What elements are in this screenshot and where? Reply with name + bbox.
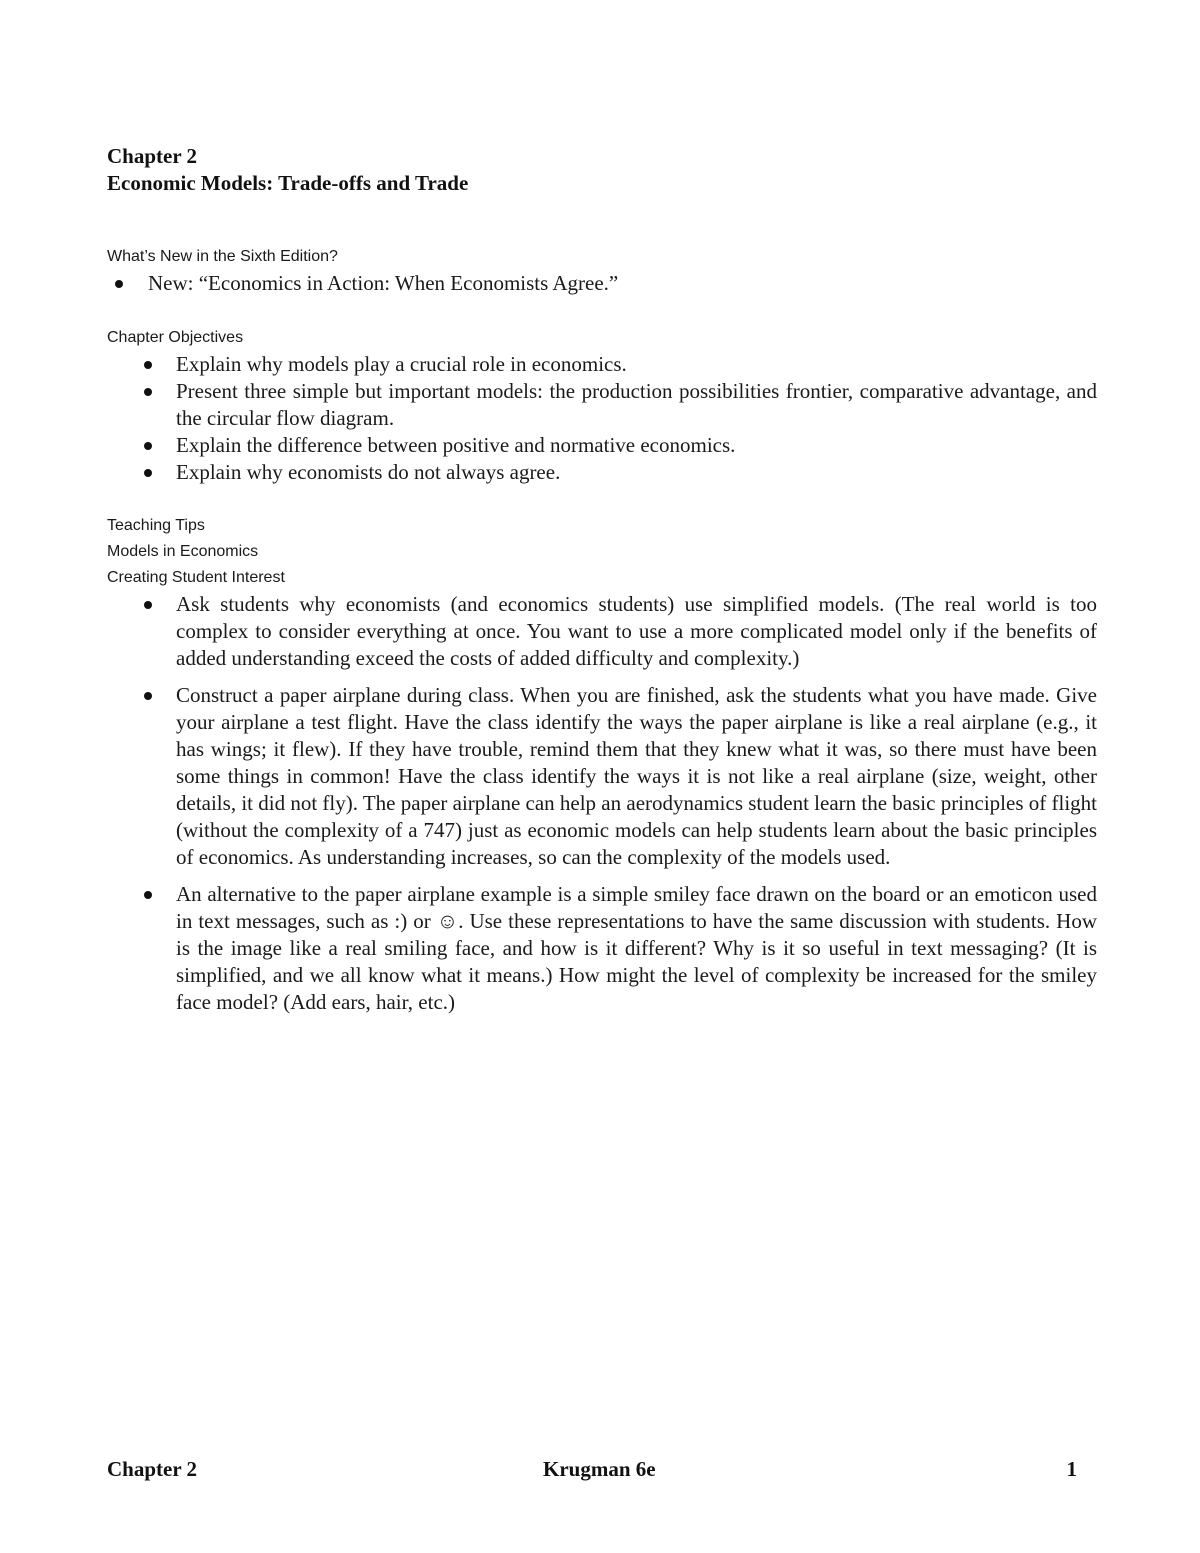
footer-book: Krugman 6e bbox=[543, 1457, 656, 1481]
list-item-text: Ask students why economists (and economics students) use simplified models. (The real world is too complex to consider everything at once. You want to use a more complicated model only if the benefits of added understanding exceed the costs of added difficulty and complexity.) bbox=[176, 592, 1097, 670]
list-item bbox=[107, 432, 1097, 459]
chapter-title: Chapter 2 bbox=[107, 144, 198, 168]
objectives-section bbox=[107, 325, 1097, 486]
list-item-text: Construct a paper airplane during class. When you are finished, ask the students what you have made. Give your airplane a test flight. Have the class identify the ways the paper airplane is like a real airplane (e.g., it has wings; it flew). If they have trouble, remind them that they knew what it was, so there must have been some things in common! Have the class identify the ways it is not like a real airplane (size, weight, other details, it did not fly). The paper airplane can help an aerodynamics student learn the basic principles of flight (without the complexity of a 747) just as economic models can help students learn about the basic principles of economics. As understanding increases, so can the complexity of the models used. bbox=[176, 683, 1097, 869]
list-item bbox=[107, 591, 1097, 672]
bullet-icon bbox=[144, 469, 152, 477]
objectives-list bbox=[107, 351, 1097, 486]
list-item-text: Explain why models play a crucial role in economics. bbox=[176, 352, 627, 376]
bullet-icon bbox=[144, 442, 152, 450]
teaching-heading: Teaching Tips bbox=[107, 517, 205, 534]
list-item-text: Present three simple but important models: the production possibilities frontier, comparative advantage, and the circular flow diagram. bbox=[176, 379, 1097, 430]
list-item-text: Explain the difference between positive and normative economics. bbox=[176, 433, 736, 457]
bullet-icon bbox=[144, 692, 152, 700]
list-item bbox=[107, 682, 1097, 871]
bullet-icon bbox=[115, 280, 123, 288]
list-item bbox=[107, 881, 1097, 1016]
bullet-icon bbox=[144, 891, 152, 899]
whats-new-list bbox=[107, 270, 1097, 297]
teaching-list bbox=[107, 591, 1097, 1016]
bullet-icon bbox=[144, 361, 152, 369]
bullet-icon bbox=[144, 388, 152, 396]
list-item bbox=[107, 378, 1097, 432]
list-item bbox=[107, 351, 1097, 378]
whats-new-section bbox=[107, 244, 1097, 297]
list-item-text: New: “Economics in Action: When Economists Agree.” bbox=[148, 271, 619, 295]
title-block bbox=[107, 143, 468, 197]
page-footer bbox=[107, 1457, 1077, 1487]
chapter-subtitle: Economic Models: Trade-offs and Trade bbox=[107, 171, 469, 195]
bullet-icon bbox=[144, 601, 152, 609]
list-item bbox=[107, 459, 1097, 486]
teaching-section bbox=[107, 513, 1097, 1026]
footer-chapter: Chapter 2 bbox=[107, 1457, 198, 1481]
teaching-subheading: Models in Economics bbox=[107, 543, 259, 560]
whats-new-heading: What’s New in the Sixth Edition? bbox=[107, 248, 338, 265]
objectives-heading: Chapter Objectives bbox=[107, 329, 244, 346]
teaching-subsubheading: Creating Student Interest bbox=[107, 569, 285, 586]
list-item bbox=[107, 270, 1097, 297]
list-item-text: Explain why economists do not always agree. bbox=[176, 460, 561, 484]
page-number: 1 bbox=[1066, 1457, 1077, 1481]
list-item-text: An alternative to the paper airplane example is a simple smiley face drawn on the board or an emoticon used in text messages, such as :) or ☺. Use these representations to have the same discussion with students. How is the image like a real smiling face, and how is it different? Why is it so useful in text messaging? (It is simplified, and we all know what it means.) How might the level of complexity be increased for the smiley face model? (Add ears, hair, etc.) bbox=[176, 882, 1097, 1014]
